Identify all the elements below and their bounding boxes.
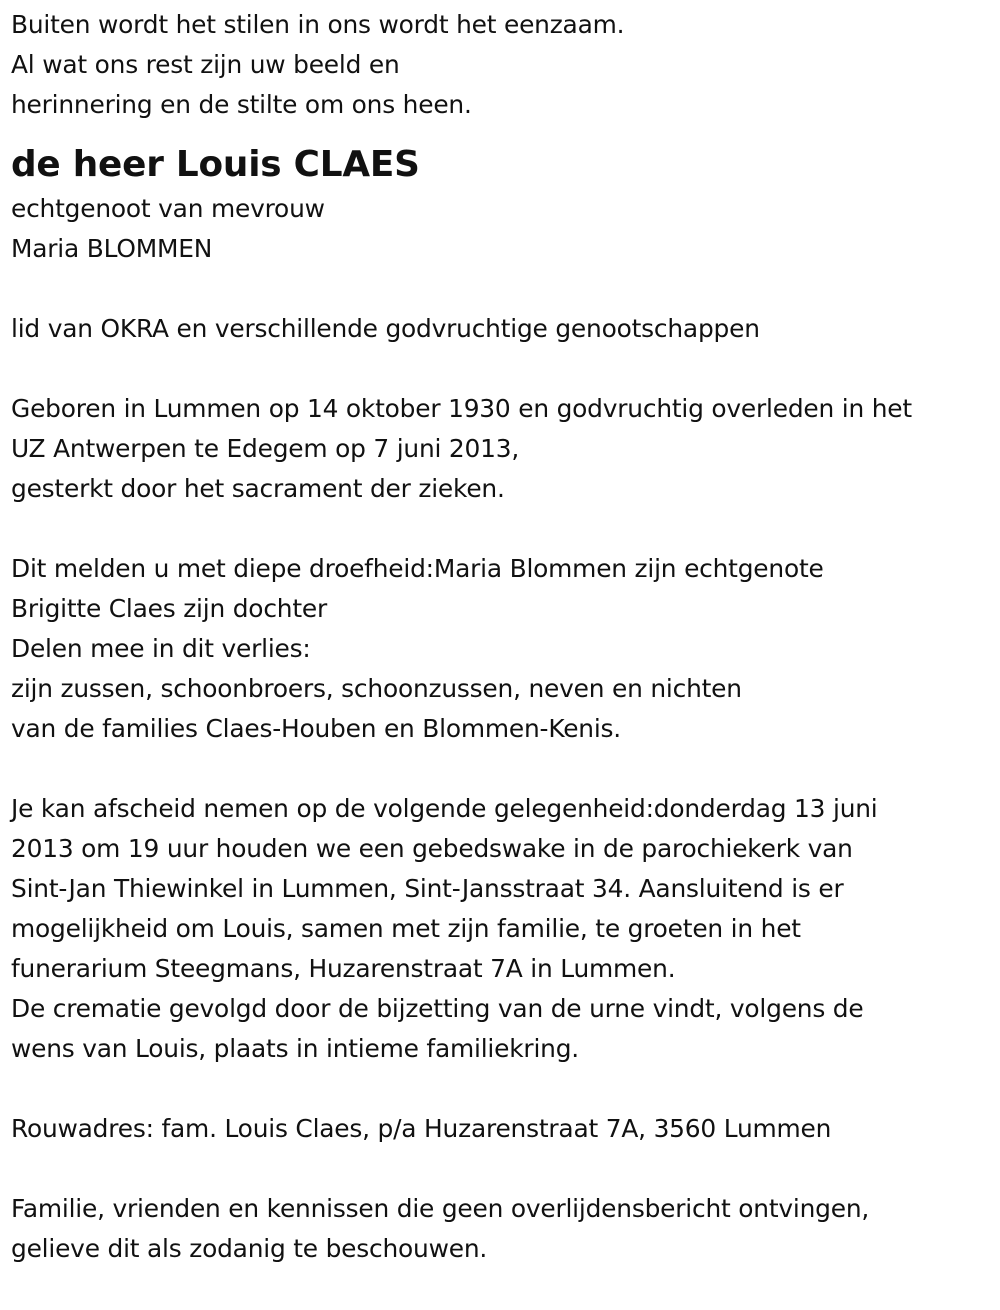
spacer xyxy=(11,1149,996,1189)
announcement-line: zijn zussen, schoonbroers, schoonzussen, neven en nichten xyxy=(11,674,742,703)
mourning-address: Rouwadres: fam. Louis Claes, p/a Huzarenstraat 7A, 3560 Lummen xyxy=(11,1114,832,1143)
closing-line: gelieve dit als zodanig te beschouwen. xyxy=(11,1234,488,1263)
farewell-line: De crematie gevolgd door de bijzetting van de urne vindt, volgens de xyxy=(11,994,864,1023)
announcement-line: Delen mee in dit verlies: xyxy=(11,634,311,663)
spacer xyxy=(11,749,996,789)
farewell-line: 2013 om 19 uur houden we een gebedswake in de parochiekerk van xyxy=(11,834,853,863)
farewell-info xyxy=(11,789,996,1069)
birth-death-line: gesterkt door het sacrament der zieken. xyxy=(11,474,505,503)
membership: lid van OKRA en verschillende godvruchtige genootschappen xyxy=(11,314,760,343)
farewell-line: funerarium Steegmans, Huzarenstraat 7A in Lummen. xyxy=(11,954,676,983)
closing-line: Familie, vrienden en kennissen die geen overlijdensbericht ontvingen, xyxy=(11,1194,870,1223)
deceased-name: de heer Louis CLAES xyxy=(11,144,420,185)
farewell-line: Sint-Jan Thiewinkel in Lummen, Sint-Jansstraat 34. Aansluitend is er xyxy=(11,874,844,903)
spacer xyxy=(11,1069,996,1109)
announcement-line: Dit melden u met diepe droefheid:Maria Blommen zijn echtgenote xyxy=(11,554,824,583)
birth-death-line: Geboren in Lummen op 14 oktober 1930 en godvruchtig overleden in het xyxy=(11,394,912,423)
spacer xyxy=(11,349,996,389)
poem-line: Buiten wordt het stilen in ons wordt het eenzaam. xyxy=(11,10,625,39)
spouse-info xyxy=(11,189,996,269)
farewell-line: wens van Louis, plaats in intieme familiekring. xyxy=(11,1034,579,1063)
obituary-notice xyxy=(11,5,996,1269)
poem-line: Al wat ons rest zijn uw beeld en xyxy=(11,50,400,79)
farewell-line: Je kan afscheid nemen op de volgende gelegenheid:donderdag 13 juni xyxy=(11,794,878,823)
closing-note xyxy=(11,1189,996,1269)
birth-death-line: UZ Antwerpen te Edegem op 7 juni 2013, xyxy=(11,434,520,463)
birth-death-info xyxy=(11,389,996,509)
poem xyxy=(11,5,996,125)
announcement xyxy=(11,549,996,749)
poem-line: herinnering en de stilte om ons heen. xyxy=(11,90,472,119)
spacer xyxy=(11,509,996,549)
spacer xyxy=(11,269,996,309)
spouse-line: Maria BLOMMEN xyxy=(11,234,213,263)
announcement-line: van de families Claes-Houben en Blommen-Kenis. xyxy=(11,714,622,743)
spouse-line: echtgenoot van mevrouw xyxy=(11,194,325,223)
announcement-line: Brigitte Claes zijn dochter xyxy=(11,594,327,623)
farewell-line: mogelijkheid om Louis, samen met zijn familie, te groeten in het xyxy=(11,914,801,943)
